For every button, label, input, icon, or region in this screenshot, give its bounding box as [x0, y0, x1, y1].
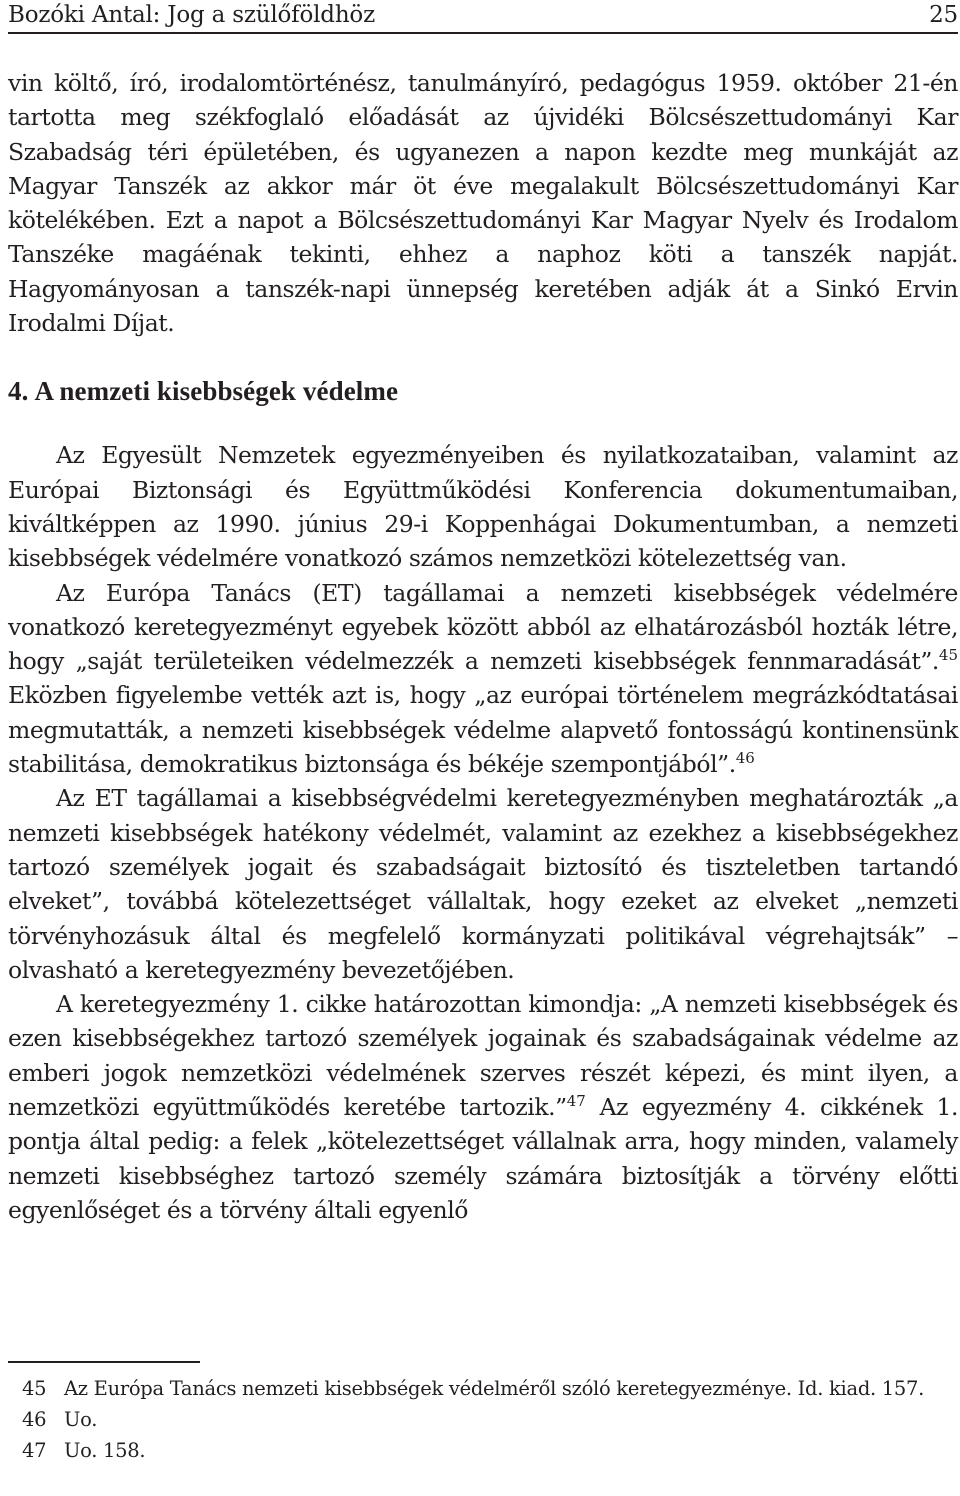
- footnotes: [8, 1373, 958, 1466]
- section-number: 4.: [8, 376, 29, 407]
- footnote-text: Uo.: [64, 1408, 98, 1431]
- footnote-ref-45[interactable]: 45: [938, 646, 958, 665]
- document-page: [8, 0, 960, 1496]
- paragraph: [8, 576, 958, 782]
- footnote-text: Az Európa Tanács nemzeti kisebbségek védelméről szóló keretegyezménye. Id. kiad. 157.: [64, 1377, 925, 1400]
- paragraph-text: Eközben figyelembe vették azt is, hogy „az európai történelem megrázkódtatásai megmutatták, a nemzeti kisebbségek védelme alapvető fontosságú kontinensünk stabilitása, demokratikus biztonsága és békéje szempontjából”.: [8, 681, 958, 779]
- paragraph-text: vin költő, író, irodalomtörténész, tanulmányíró, pedagógus 1959. október 21-én tartotta meg székfoglaló előadását az újvidéki Bölcsészettudományi Kar Szabadság téri épületében, és ugyanezen a napon kezdte meg munkáját az Magyar Tanszék az akkor már öt éve megalakult Bölcsészettudományi Kar kötelékében. Ezt a napot a Bölcsészettudományi Kar Magyar Nyelv és Irodalom Tanszéke magáénak tekinti, ehhez a naphoz köti a tanszék napját. Hagyományosan a tanszék-napi ünnepség keretében adják át a Sinkó Ervin Irodalmi Díjat.: [8, 69, 958, 338]
- paragraph-text: A keretegyezmény 1. cikke határozottan kimondja: „A nemzeti kisebbségek és ezen kisebbségekhez tartozó személyek jogainak és szabadságainak védelme az emberi jogok nemzetközi védelmének szerves részét képezi, és mint ilyen, a nemzetközi együttműködés keretébe tartozik.”: [8, 990, 958, 1122]
- paragraph: [8, 438, 958, 575]
- paragraph: [8, 781, 958, 987]
- footnote-divider: [8, 1361, 200, 1363]
- footnote: [8, 1404, 958, 1435]
- section-heading: [8, 374, 958, 408]
- footnote-text: Uo. 158.: [64, 1439, 146, 1462]
- paragraph: [8, 987, 958, 1227]
- footnote-ref-47[interactable]: 47: [566, 1092, 586, 1111]
- body-text: [8, 66, 958, 1227]
- footnote-number: 47: [22, 1439, 47, 1462]
- page-number: 25: [929, 2, 958, 28]
- running-head-title: Bozóki Antal: Jog a szülőföldhöz: [8, 2, 375, 28]
- paragraph-text: Az egyezmény 4. cikkének 1. pontja által pedig: a felek „kötelezettséget vállalnak arra, hogy minden, valamely nemzeti kisebbséghez tartozó személy számára biztosítják a törvény előtti egyenlőséget és a törvény általi egyenlő: [8, 1093, 958, 1224]
- section-title: A nemzeti kisebbségek védelme: [34, 376, 399, 407]
- footnote: [8, 1373, 958, 1404]
- running-head: [8, 0, 958, 34]
- paragraph-text: Az ET tagállamai a kisebbségvédelmi keretegyezményben meghatározták „a nemzeti kisebbségek hatékony védelmét, valamint az ezekhez a kisebbségekhez tartozó személyek jogait és szabadságait biztosító és tiszteletben tartandó elveket”, továbbá kötelezettséget vállaltak, hogy ezeket az elveket „nemzeti törvényhozásuk által és megfelelő kormányzati politikával végrehajtsák” – olvasható a keretegyezmény bevezetőjében.: [8, 784, 958, 984]
- paragraph-text: Az Európa Tanács (ET) tagállamai a nemzeti kisebbségek védelmére vonatkozó keretegyezményt egyebek között abból az elhatározásból hozták létre, hogy „saját területeiken védelmezzék a nemzeti kisebbségek fennmaradását”.: [8, 578, 958, 676]
- footnote-number: 46: [22, 1408, 47, 1431]
- footnote-ref-46[interactable]: 46: [735, 749, 755, 768]
- paragraph-text: Az Egyesült Nemzetek egyezményeiben és nyilatkozataiban, valamint az Európai Biztonsági és Együttműködési Konferencia dokumentumaiban, kiváltképpen az 1990. június 29-i Koppenhágai Dokumentumban, a nemzeti kisebbségek védelmére vonatkozó számos nemzetközi kötelezettség van.: [8, 441, 958, 573]
- footnote-number: 45: [22, 1377, 47, 1400]
- paragraph: [8, 66, 958, 340]
- footnote: [8, 1435, 958, 1466]
